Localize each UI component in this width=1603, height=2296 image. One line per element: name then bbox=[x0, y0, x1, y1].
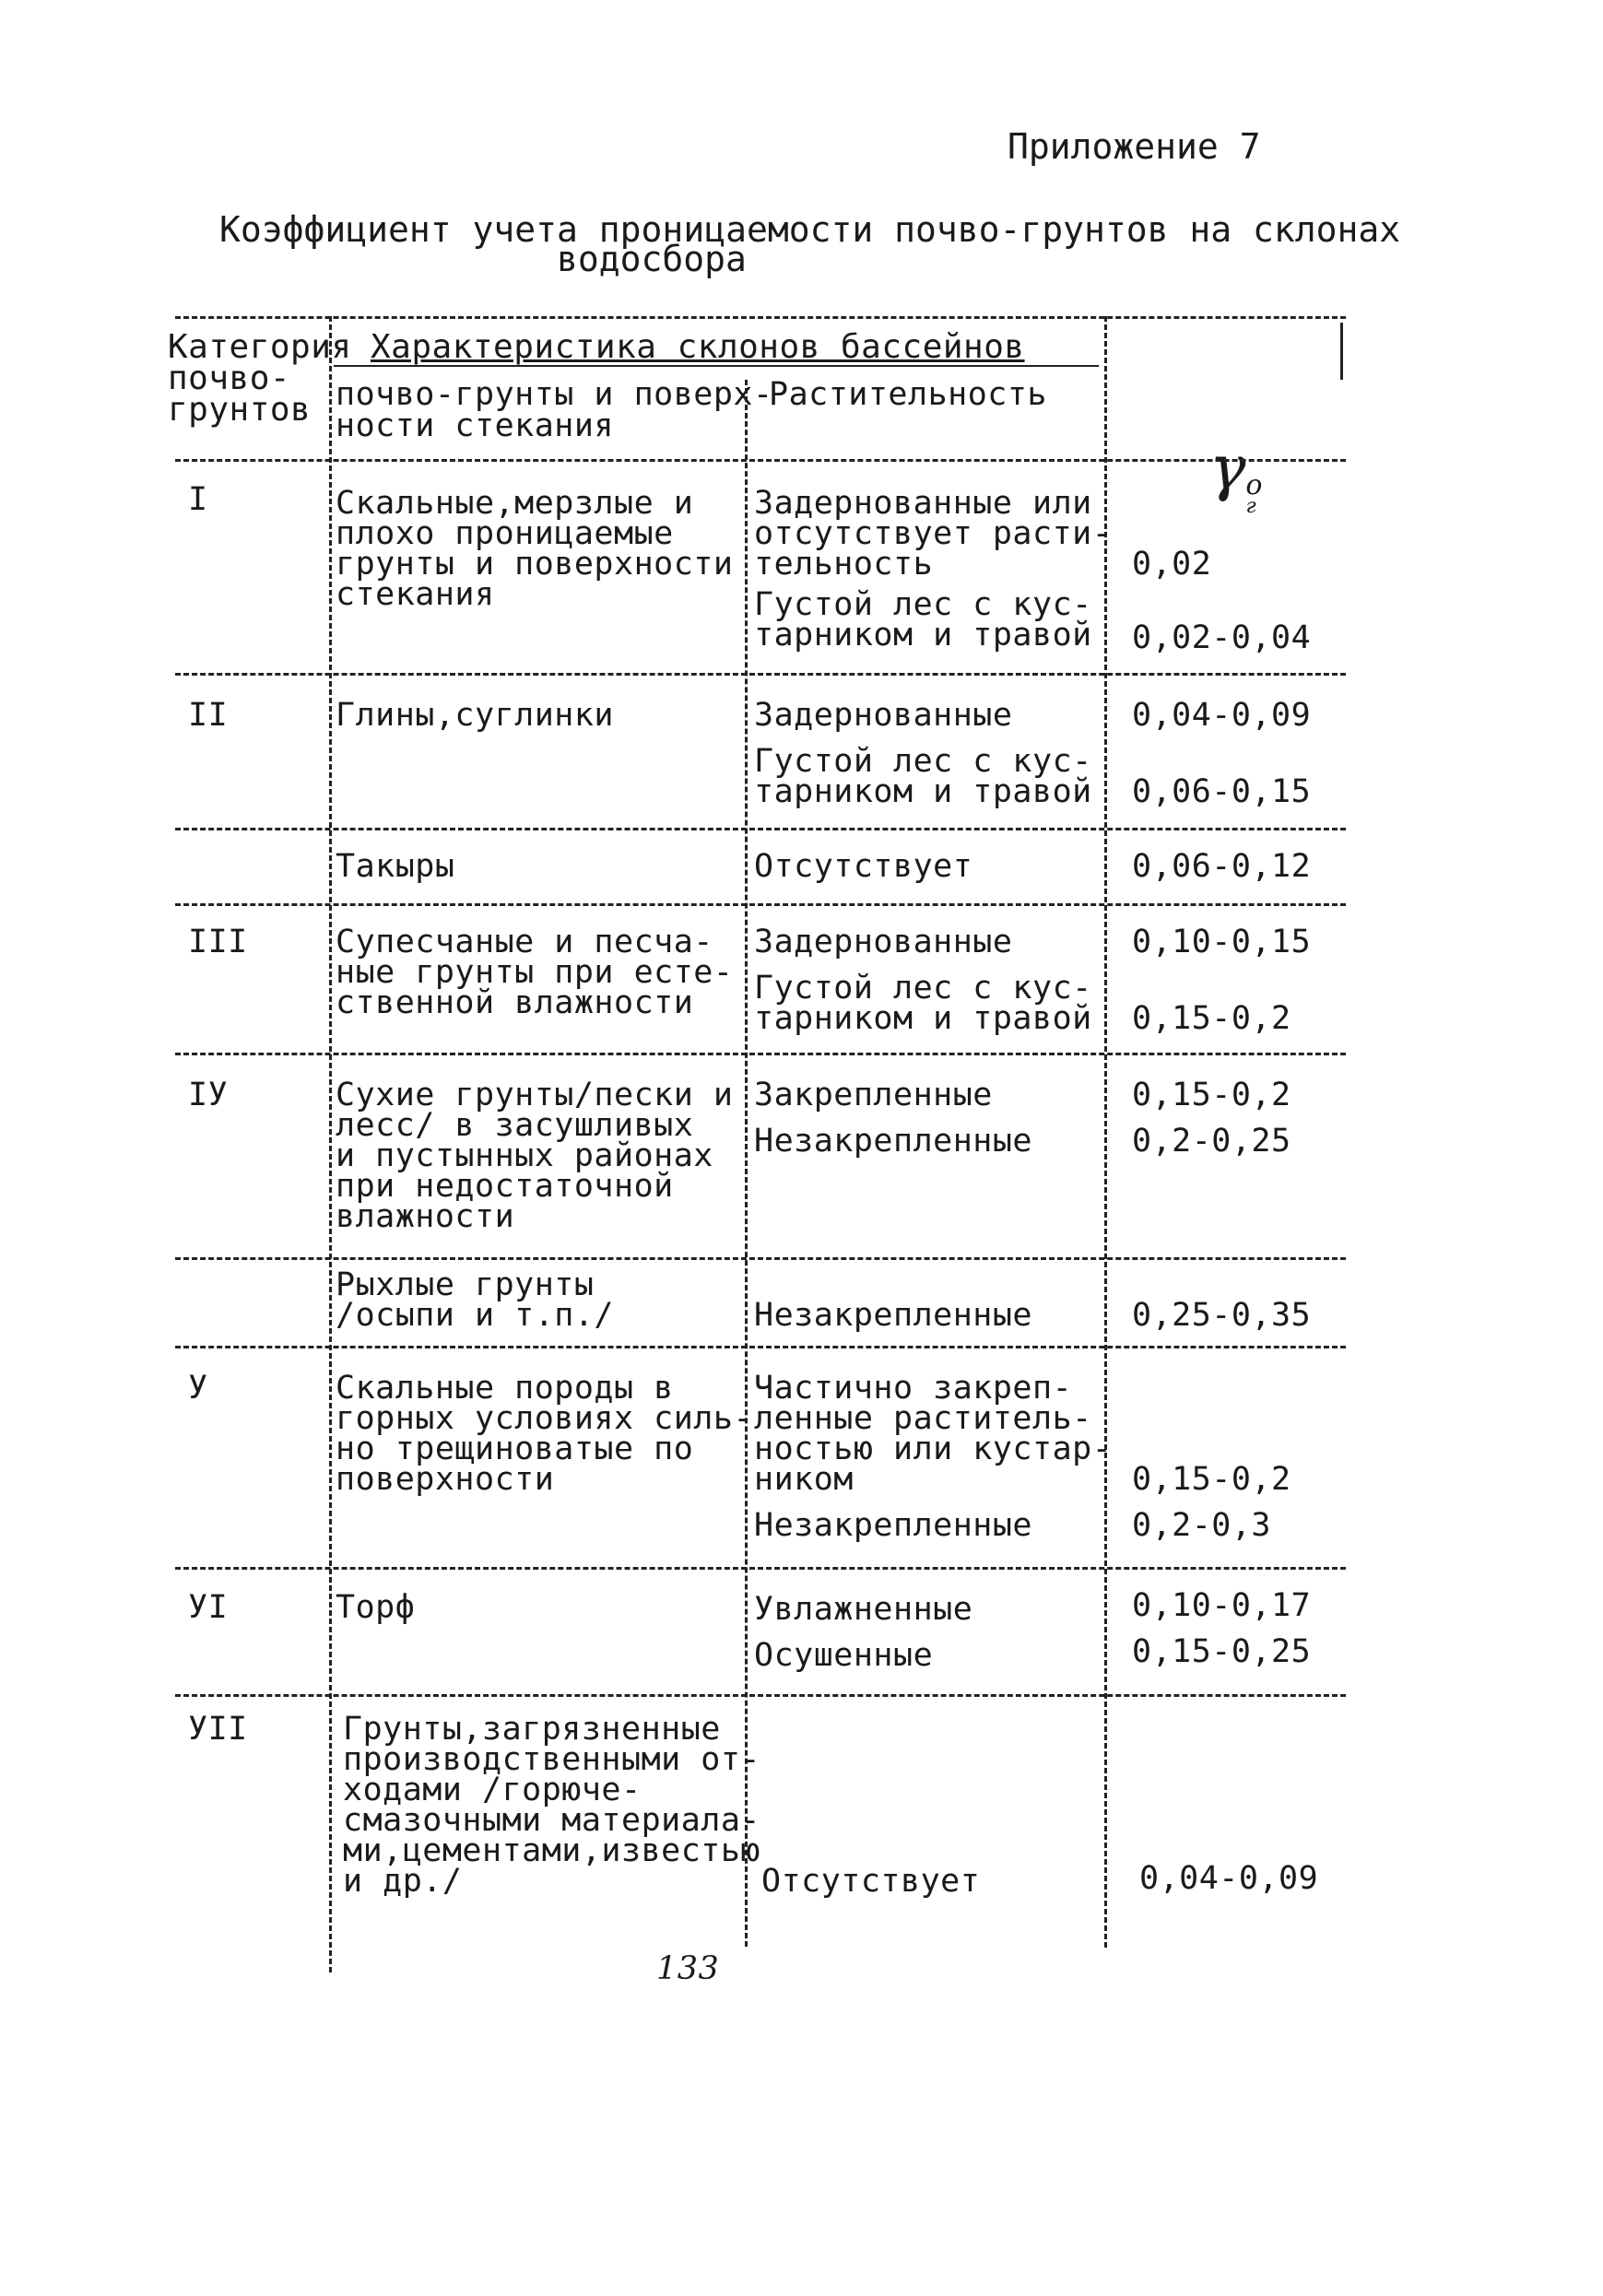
row-1-soil-line4: стекания bbox=[336, 576, 495, 613]
row-1-category: I bbox=[188, 481, 208, 518]
header-category-line2: почво- bbox=[168, 359, 291, 397]
row-8-coef-a: 0,10-0,17 bbox=[1132, 1587, 1312, 1624]
row-3-coef: 0,06-0,12 bbox=[1132, 848, 1312, 885]
row-7-veg-a-line3: ностью или кустар- bbox=[754, 1431, 1113, 1467]
row-4-soil-line1: Супесчаные и песча- bbox=[336, 924, 713, 960]
row-4-soil-line2: ные грунты при есте- bbox=[336, 954, 734, 991]
header-bottom-rule bbox=[175, 459, 1346, 462]
row-rule-5 bbox=[175, 1257, 1346, 1260]
header-soil-line2: ности стекания bbox=[336, 407, 615, 444]
row-5-veg-b-line1: Незакрепленные bbox=[754, 1123, 1033, 1160]
row-5-coef-a: 0,15-0,2 bbox=[1132, 1077, 1291, 1113]
row-1-soil-line3: грунты и поверхности bbox=[336, 546, 734, 583]
col-divider-1 bbox=[329, 316, 332, 1972]
row-9-coef: 0,04-0,09 bbox=[1139, 1860, 1319, 1897]
row-1-veg-a-line2: отсутствует расти- bbox=[754, 515, 1113, 552]
row-6-soil-line1: Рыхлые грунты bbox=[336, 1266, 595, 1303]
header-category-line3: грунтов bbox=[168, 391, 312, 429]
row-1-veg-a-line1: Задернованные или bbox=[754, 485, 1092, 522]
row-7-soil-line2: горных условиях силь- bbox=[336, 1400, 754, 1437]
row-5-coef-b: 0,2-0,25 bbox=[1132, 1123, 1291, 1160]
header-group-title: Характеристика склонов бассейнов bbox=[371, 328, 1025, 366]
row-1-veg-b-line1: Густой лес с кус- bbox=[754, 586, 1092, 623]
row-1-coef-b: 0,02-0,04 bbox=[1132, 619, 1312, 656]
row-4-category: III bbox=[188, 924, 248, 960]
row-rule-4 bbox=[175, 1053, 1346, 1055]
row-8-category: УI bbox=[188, 1589, 229, 1626]
row-9-soil-line6: и др./ bbox=[343, 1863, 463, 1900]
row-9-soil-line2: производственными от- bbox=[343, 1741, 761, 1778]
row-6-soil-line2: /осыпи и т.п./ bbox=[336, 1297, 615, 1334]
table-title-line1: Коэффициент учета проницаемости почво-грунтов на склонах bbox=[219, 209, 1401, 250]
row-2-category: II bbox=[188, 697, 229, 734]
row-7-veg-b-line1: Незакрепленные bbox=[754, 1507, 1033, 1544]
row-1-veg-a-line3: тельность bbox=[754, 546, 934, 583]
row-4-veg-a-line1: Задернованные bbox=[754, 924, 1013, 960]
row-2-veg-b-line2: тарником и травой bbox=[754, 773, 1092, 810]
row-rule-6 bbox=[175, 1346, 1346, 1348]
row-9-soil-line3: ходами /горюче- bbox=[343, 1772, 642, 1808]
row-rule-1 bbox=[175, 673, 1346, 676]
row-9-soil-line5: ми,цементами,известью bbox=[343, 1832, 761, 1869]
row-3-soil-line1: Такыры bbox=[336, 848, 455, 885]
row-8-soil-line1: Торф bbox=[336, 1589, 416, 1626]
col-divider-3 bbox=[1104, 316, 1107, 1948]
row-1-soil-line2: плохо проницаемые bbox=[336, 515, 674, 552]
row-7-soil-line1: Скальные породы в bbox=[336, 1370, 674, 1407]
row-5-soil-line5: влажности bbox=[336, 1198, 515, 1235]
row-4-coef-a: 0,10-0,15 bbox=[1132, 924, 1312, 960]
row-1-veg-b-line2: тарником и травой bbox=[754, 617, 1092, 653]
header-soil-line1: почво-грунты и поверх- bbox=[336, 376, 773, 413]
row-7-coef-b: 0,2-0,3 bbox=[1132, 1507, 1272, 1544]
row-1-soil-line1: Скальные,мерзлые и bbox=[336, 485, 694, 522]
row-9-soil-line4: смазочными материала- bbox=[343, 1802, 761, 1839]
header-category-line1: Категория bbox=[168, 328, 352, 366]
row-8-veg-a-line1: Увлажненные bbox=[754, 1591, 973, 1628]
row-9-veg-line1: Отсутствует bbox=[761, 1863, 981, 1900]
row-2-soil-line1: Глины,суглинки bbox=[336, 697, 615, 734]
row-7-veg-a-line1: Частично закреп- bbox=[754, 1370, 1073, 1407]
row-5-veg-a-line1: Закрепленные bbox=[754, 1077, 993, 1113]
row-6-coef: 0,25-0,35 bbox=[1132, 1297, 1312, 1334]
table-top-rule bbox=[175, 316, 1346, 319]
appendix-label: Приложение 7 bbox=[1008, 126, 1261, 167]
header-vegetation: Растительность bbox=[769, 376, 1048, 413]
row-1-coef-a: 0,02 bbox=[1132, 546, 1212, 583]
row-4-veg-b-line2: тарником и травой bbox=[754, 1000, 1092, 1037]
row-7-soil-line3: но трещиноватые по bbox=[336, 1431, 694, 1467]
row-4-veg-b-line1: Густой лес с кус- bbox=[754, 970, 1092, 1007]
table-title-line2: водосбора bbox=[557, 239, 747, 279]
row-rule-2 bbox=[175, 828, 1346, 830]
row-9-soil-line1: Грунты,загрязненные bbox=[343, 1711, 721, 1748]
row-8-veg-b-line1: Осушенные bbox=[754, 1637, 934, 1674]
row-9-category: УII bbox=[188, 1711, 248, 1748]
right-border-tick bbox=[1340, 323, 1343, 380]
row-2-veg-b-line1: Густой лес с кус- bbox=[754, 743, 1092, 780]
row-5-soil-line4: при недостаточной bbox=[336, 1168, 674, 1205]
row-5-soil-line2: лесс/ в засушливых bbox=[336, 1107, 694, 1144]
row-rule-3 bbox=[175, 903, 1346, 906]
row-rule-7 bbox=[175, 1567, 1346, 1570]
col-divider-2 bbox=[745, 380, 748, 1947]
coefficient-symbol bbox=[1171, 361, 1263, 518]
row-7-veg-a-line2: ленные раститель- bbox=[754, 1400, 1092, 1437]
row-7-category: У bbox=[188, 1370, 208, 1407]
row-7-veg-a-line4: ником bbox=[754, 1461, 854, 1498]
page-number: 133 bbox=[656, 1950, 720, 1987]
coefficient-symbol-sub2: г bbox=[1245, 495, 1256, 518]
row-8-coef-b: 0,15-0,25 bbox=[1132, 1633, 1312, 1670]
row-3-veg-line1: Отсутствует bbox=[754, 848, 973, 885]
row-2-veg-a-line1: Задернованные bbox=[754, 697, 1013, 734]
row-5-soil-line1: Сухие грунты/пески и bbox=[336, 1077, 734, 1113]
row-7-soil-line4: поверхности bbox=[336, 1461, 555, 1498]
row-6-veg-line1: Незакрепленные bbox=[754, 1297, 1033, 1334]
coefficient-symbol-sub: o bbox=[1245, 469, 1263, 501]
row-4-soil-line3: ственной влажности bbox=[336, 984, 694, 1021]
row-5-soil-line3: и пустынных районах bbox=[336, 1137, 713, 1174]
row-7-coef-a: 0,15-0,2 bbox=[1132, 1461, 1291, 1498]
header-group-rule bbox=[334, 365, 1099, 367]
row-2-coef-a: 0,04-0,09 bbox=[1132, 697, 1312, 734]
coefficient-symbol-gamma: γ bbox=[1208, 432, 1246, 503]
row-5-category: IУ bbox=[188, 1077, 229, 1113]
row-2-coef-b: 0,06-0,15 bbox=[1132, 773, 1312, 810]
row-rule-8 bbox=[175, 1694, 1346, 1697]
row-4-coef-b: 0,15-0,2 bbox=[1132, 1000, 1291, 1037]
